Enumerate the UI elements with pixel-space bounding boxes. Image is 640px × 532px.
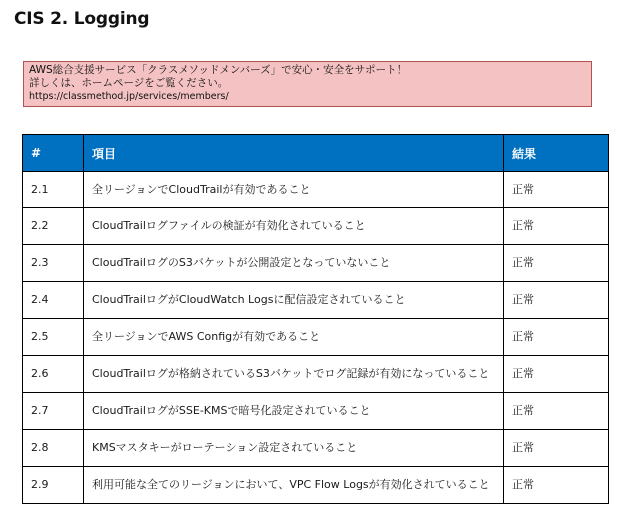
row-item: 全リージョンでAWS Configが有効であること [84, 319, 504, 356]
row-number: 2.4 [23, 282, 84, 319]
notice-line-2: 詳しくは、ホームページをご覧ください。 [29, 77, 229, 89]
table-row [23, 245, 609, 282]
row-number: 2.6 [23, 356, 84, 393]
row-number: 2.2 [23, 208, 84, 245]
table-row [23, 172, 609, 208]
row-number: 2.8 [23, 430, 84, 467]
cis-logging-results-table [22, 134, 609, 504]
table-row [23, 356, 609, 393]
row-result: 正常 [504, 282, 609, 319]
row-number: 2.7 [23, 393, 84, 430]
table-row [23, 430, 609, 467]
table-header-row [23, 135, 609, 172]
row-result: 正常 [504, 467, 609, 504]
row-result: 正常 [504, 245, 609, 282]
row-number: 2.1 [23, 172, 84, 208]
row-item: 利用可能な全てのリージョンにおいて、VPC Flow Logsが有効化されていること [84, 467, 504, 504]
row-number: 2.3 [23, 245, 84, 282]
row-item: CloudTrailログがSSE-KMSで暗号化設定されていること [84, 393, 504, 430]
row-item: 全リージョンでCloudTrailが有効であること [84, 172, 504, 208]
table-row [23, 467, 609, 504]
row-number: 2.9 [23, 467, 84, 504]
row-result: 正常 [504, 208, 609, 245]
table-row [23, 393, 609, 430]
header-number: # [23, 135, 84, 172]
row-number: 2.5 [23, 319, 84, 356]
notice-url: https://classmethod.jp/services/members/ [29, 91, 229, 102]
header-result: 結果 [504, 135, 609, 172]
header-item: 項目 [84, 135, 504, 172]
table-row [23, 282, 609, 319]
row-result: 正常 [504, 430, 609, 467]
row-item: CloudTrailログがCloudWatch Logsに配信設定されていること [84, 282, 504, 319]
row-item: CloudTrailログが格納されているS3バケットでログ記録が有効になっていること [84, 356, 504, 393]
page-title: CIS 2. Logging [14, 9, 150, 29]
members-notice-banner [23, 61, 592, 107]
row-result: 正常 [504, 356, 609, 393]
row-result: 正常 [504, 319, 609, 356]
row-item: CloudTrailログのS3バケットが公開設定となっていないこと [84, 245, 504, 282]
table-row [23, 319, 609, 356]
row-result: 正常 [504, 393, 609, 430]
row-item: CloudTrailログファイルの検証が有効化されていること [84, 208, 504, 245]
row-result: 正常 [504, 172, 609, 208]
notice-line-1: AWS総合支援サービス「クラスメソッドメンバーズ」で安心・安全をサポート！ [29, 64, 408, 76]
row-item: KMSマスタキーがローテーション設定されていること [84, 430, 504, 467]
table-row [23, 208, 609, 245]
